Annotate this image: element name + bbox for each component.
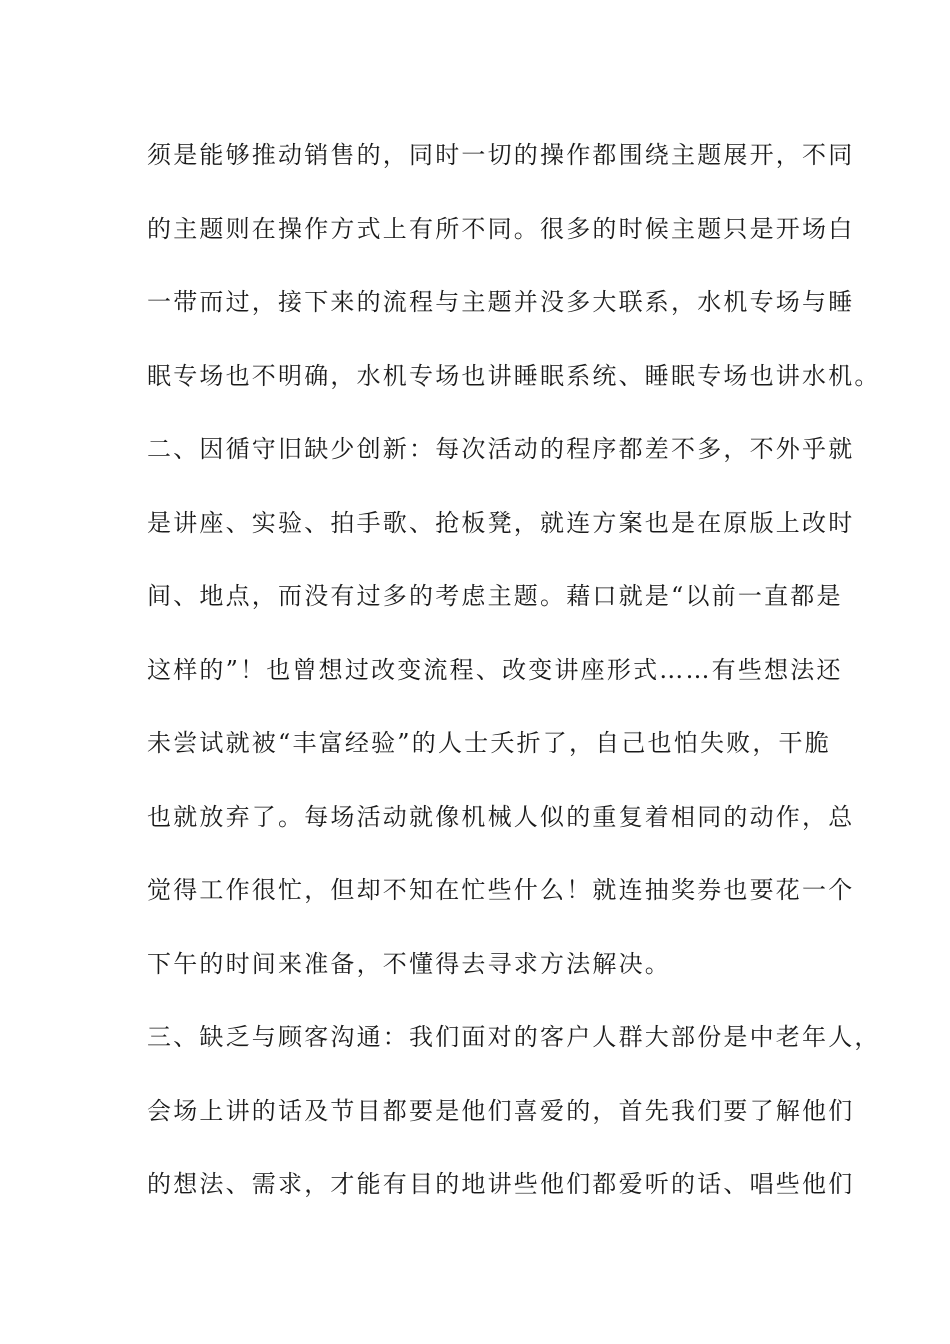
text-line: 三、缺乏与顾客沟通：我们面对的客户人群大部份是中老年人， [147, 1023, 881, 1051]
text-line: 是讲座、实验、拍手歌、抢板凳，就连方案也是在原版上改时 [147, 508, 855, 537]
text-line: 的想法、需求，才能有目的地讲些他们都爱听的话、唱些他们 [147, 1170, 855, 1198]
text-line: 眠专场也不明确，水机专场也讲睡眠系统、睡眠专场也讲水机。 [147, 361, 881, 390]
text-line: 会场上讲的话及节目都要是他们喜爱的，首先我们要了解他们 [147, 1096, 855, 1125]
body-text [147, 131, 881, 1234]
text-line: 须是能够推动销售的，同时一切的操作都围绕主题展开，不同 [147, 141, 855, 169]
text-line: 二、因循守旧缺少创新：每次活动的程序都差不多，不外乎就 [147, 435, 855, 463]
text-line: 一带而过，接下来的流程与主题并没多大联系，水机专场与睡 [147, 288, 855, 316]
text-line: 间、地点，而没有过多的考虑主题。藉口就是“以前一直都是 [147, 582, 843, 610]
text-line: 下午的时间来准备，不懂得去寻求方法解决。 [147, 949, 671, 978]
text-line: 觉得工作很忙，但却不知在忙些什么！就连抽奖券也要花一个 [147, 876, 855, 904]
text-line: 这样的”！也曾想过改变流程、改变讲座形式……有些想法还 [147, 655, 843, 684]
text-line: 的主题则在操作方式上有所不同。很多的时候主题只是开场白 [147, 214, 855, 243]
text-line: 也就放弃了。每场活动就像机械人似的重复着相同的动作，总 [147, 802, 855, 831]
text-line: 未尝试就被“丰富经验”的人士夭折了，自己也怕失败，干脆 [147, 729, 831, 757]
